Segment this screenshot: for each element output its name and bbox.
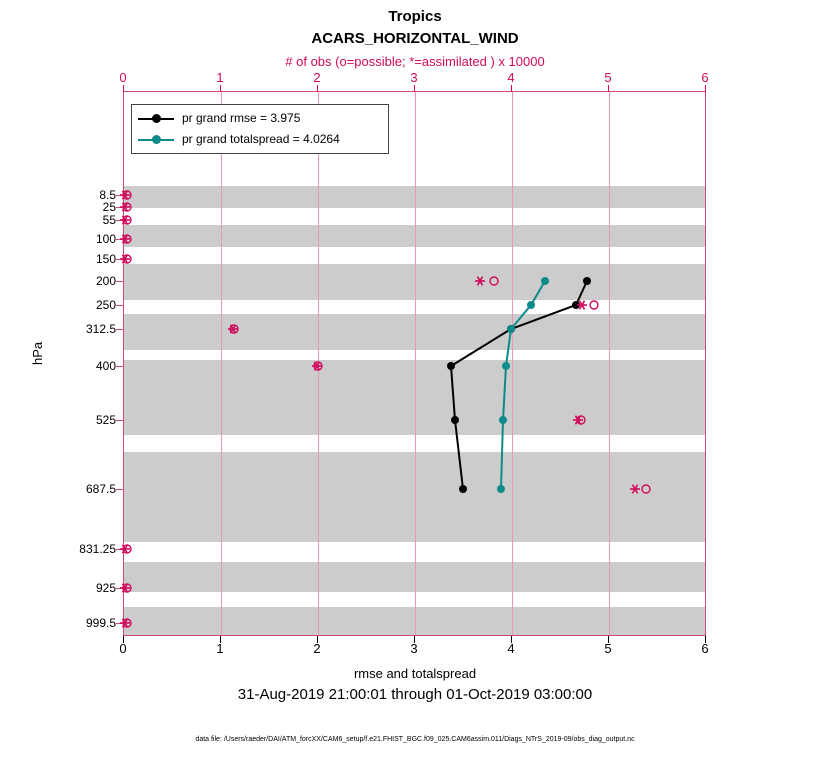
ytick-label: 999.5	[85, 616, 116, 630]
ytick-mark	[116, 549, 123, 550]
top-xtick-label: 5	[604, 70, 612, 85]
ytick-mark	[116, 623, 123, 624]
ytick-mark	[116, 195, 123, 196]
ytick-mark	[116, 420, 123, 421]
ytick-mark	[116, 239, 123, 240]
ytick-label: 8.5	[99, 188, 116, 202]
gridline	[415, 92, 416, 635]
top-tick	[123, 85, 124, 92]
gridline	[318, 92, 319, 635]
data-file-label: data file: /Users/raeder/DAI/ATM_forcXX/CAM6_setup/f.e21.FHIST_BGC.f09_025.CAM6assim.011/Diags_NTrS_2019-09/obs_diag_output.nc	[195, 736, 635, 743]
chart-subtitle: ACARS_HORIZONTAL_WIND	[311, 30, 519, 47]
legend-label: pr grand totalspread = 4.0264	[182, 132, 340, 146]
top-tick	[608, 85, 609, 92]
ytick-label: 400	[95, 359, 116, 373]
ytick-label: 525	[95, 413, 116, 427]
top-tick	[705, 85, 706, 92]
top-tick	[414, 85, 415, 92]
legend	[131, 104, 389, 154]
ytick-label: 55	[102, 213, 116, 227]
ytick-label: 25	[102, 200, 116, 214]
xtick-label: 1	[216, 641, 224, 656]
xtick-label: 5	[604, 641, 612, 656]
top-xtick-label: 4	[507, 70, 515, 85]
legend-label: pr grand rmse = 3.975	[182, 111, 301, 125]
ytick-label: 100	[95, 232, 116, 246]
ytick-mark	[116, 259, 123, 260]
ytick-mark	[116, 207, 123, 208]
legend-entry-rmse	[138, 109, 378, 129]
legend-marker-icon	[152, 114, 161, 123]
top-xtick-label: 6	[701, 70, 709, 85]
xtick-label: 4	[507, 641, 515, 656]
top-xtick-label: 1	[216, 70, 224, 85]
ytick-label: 831.25	[79, 542, 116, 556]
top-xtick-label: 3	[410, 70, 418, 85]
xtick-label: 2	[313, 641, 321, 656]
ytick-mark	[116, 489, 123, 490]
gridline	[609, 92, 610, 635]
ytick-label: 925	[95, 581, 116, 595]
chart-title: Tropics	[388, 8, 442, 25]
ytick-mark	[116, 366, 123, 367]
gridline	[221, 92, 222, 635]
ytick-mark	[116, 588, 123, 589]
y-axis-label: hPa	[30, 341, 45, 365]
xtick-label: 3	[410, 641, 418, 656]
ytick-label: 687.5	[85, 482, 116, 496]
top-tick	[317, 85, 318, 92]
gridline	[512, 92, 513, 635]
xtick-label: 6	[701, 641, 709, 656]
xtick-label: 0	[119, 641, 127, 656]
ytick-label: 250	[95, 298, 116, 312]
ytick-label: 150	[95, 252, 116, 266]
ytick-label: 312.5	[85, 322, 116, 336]
ytick-label: 200	[95, 274, 116, 288]
date-range-label: 31-Aug-2019 21:00:01 through 01-Oct-2019 03:00:00	[237, 686, 593, 703]
ytick-mark	[116, 281, 123, 282]
legend-entry-totalspread	[138, 130, 378, 150]
legend-marker-icon	[152, 135, 161, 144]
top-tick	[511, 85, 512, 92]
top-xtick-label: 2	[313, 70, 321, 85]
top-xtick-label: 0	[119, 70, 127, 85]
plot-area	[123, 91, 706, 636]
x-axis-label: rmse and totalspread	[353, 666, 477, 681]
ytick-mark	[116, 305, 123, 306]
top-axis-title: # of obs (o=possible; *=assimilated ) x 10000	[285, 54, 545, 69]
ytick-mark	[116, 220, 123, 221]
ytick-mark	[116, 329, 123, 330]
top-tick	[220, 85, 221, 92]
